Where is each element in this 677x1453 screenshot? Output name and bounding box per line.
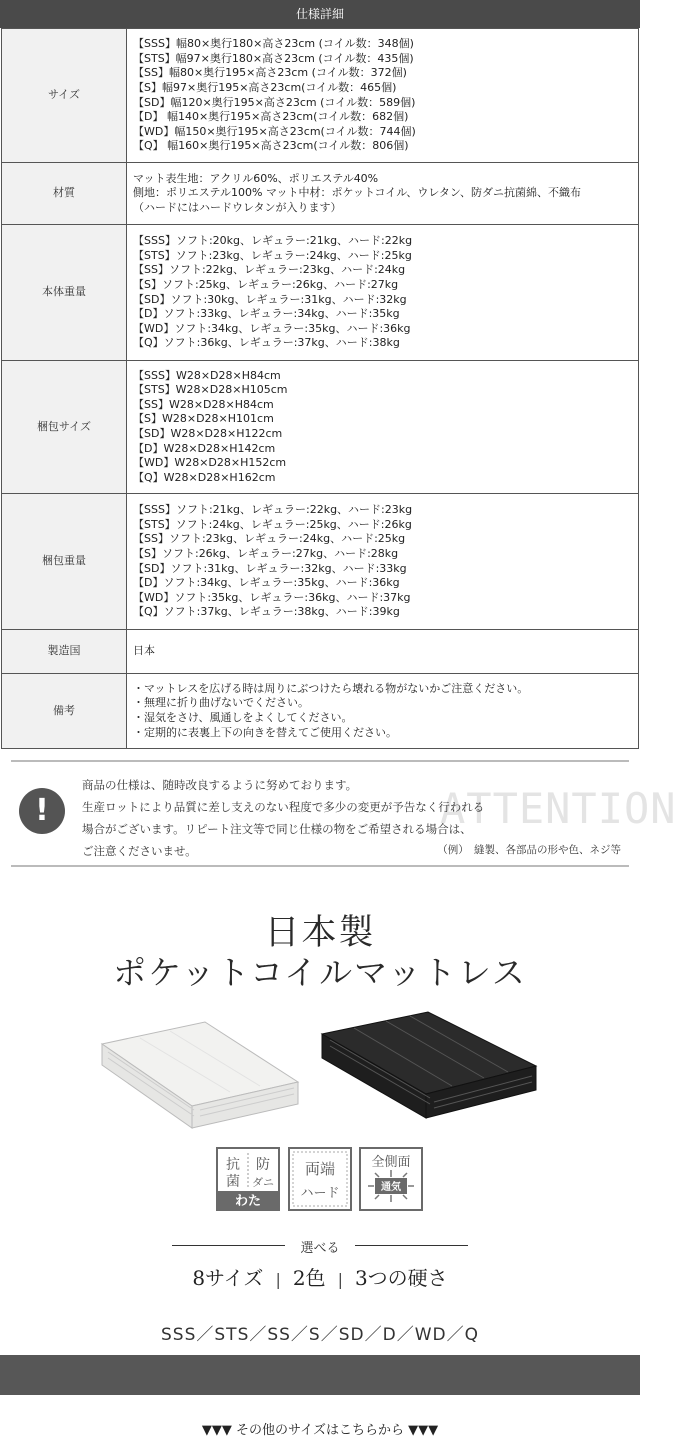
notice-line: 場合がございます。リピート注文等で同じ仕様の物をご希望される場合は、	[82, 822, 472, 836]
spec-value-line: 【WD】W28×D28×H152cm	[133, 456, 287, 470]
spec-value	[127, 361, 639, 494]
spec-value-line: 【S】ソフト:25kg、レギュラー:26kg、ハード:27kg	[133, 277, 399, 291]
spec-value-line: マット表生地：アクリル60%、ポリエステル40%	[133, 171, 379, 185]
spec-value-line: 【S】ソフト:26kg、レギュラー:27kg、ハード:28kg	[133, 546, 399, 560]
spec-value-line: 【D】 幅140×奥行195×高さ23cm(コイル数：682個)	[133, 110, 409, 124]
spec-value-line: 【SSS】幅80×奥行180×高さ23cm (コイル数：348個)	[133, 37, 414, 51]
spec-value-line: 【SS】幅80×奥行195×高さ23cm (コイル数：372個)	[133, 66, 407, 80]
spec-value-line: 【SS】ソフト:22kg、レギュラー:23kg、ハード:24kg	[133, 263, 406, 277]
spec-value-line: 【D】W28×D28×H142cm	[133, 441, 276, 455]
spec-value-line: 【WD】ソフト:34kg、レギュラー:35kg、ハード:36kg	[133, 321, 411, 335]
spec-value	[127, 630, 639, 674]
notice-text	[82, 774, 484, 862]
spec-value-line: 【SSS】W28×D28×H84cm	[133, 368, 281, 382]
notice-bottom-divider	[11, 865, 629, 867]
spec-value-line: 【STS】ソフト:24kg、レギュラー:25kg、ハード:26kg	[133, 517, 412, 531]
badge-char: ダニ	[252, 1176, 274, 1189]
spec-value-line: 【Q】ソフト:37kg、レギュラー:38kg、ハード:39kg	[133, 605, 400, 619]
feature-colors: 2色	[292, 1266, 326, 1290]
spec-row	[2, 674, 639, 749]
spec-label: 梱包重量	[2, 494, 127, 630]
black-mattress	[322, 1012, 536, 1118]
both-ends-hard-icon	[288, 1147, 352, 1211]
antibacterial-anti-mite-cotton-icon	[216, 1147, 280, 1211]
spec-value-line: 【Q】 幅160×奥行195×高さ23cm(コイル数：806個)	[133, 139, 409, 153]
spec-value-line: 日本	[133, 644, 155, 658]
spec-row	[2, 163, 639, 225]
spec-row	[2, 494, 639, 630]
spec-value-line: 【SSS】ソフト:21kg、レギュラー:22kg、ハード:23kg	[133, 503, 413, 517]
spec-value	[127, 494, 639, 630]
spec-value	[127, 29, 639, 163]
spec-value-line: （ハードにはハードウレタンが入ります）	[133, 200, 342, 214]
spec-row	[2, 225, 639, 361]
spec-value-line: 【D】ソフト:33kg、レギュラー:34kg、ハード:35kg	[133, 307, 400, 321]
features-line	[0, 1262, 640, 1291]
notice-line: 商品の仕様は、随時改良するように努めております。	[82, 778, 358, 792]
spec-value-line: 【SS】W28×D28×H84cm	[133, 397, 274, 411]
spec-label: サイズ	[2, 29, 127, 163]
badge-char: 通気	[381, 1182, 401, 1193]
spec-label: 梱包サイズ	[2, 361, 127, 494]
badge-char: 両端	[304, 1160, 336, 1178]
spec-table	[1, 28, 639, 749]
more-sizes-link[interactable]: ▼▼▼ その他のサイズはこちらから ▼▼▼	[201, 1423, 439, 1438]
spec-value-line: 【WD】ソフト:35kg、レギュラー:36kg、ハード:37kg	[133, 590, 411, 604]
spec-header: 仕様詳細	[0, 0, 640, 28]
gray-band	[0, 1355, 640, 1395]
mattress-image	[100, 1010, 540, 1130]
spec-value-line: 【STS】W28×D28×H105cm	[133, 383, 288, 397]
spec-value	[127, 163, 639, 225]
badge-char: 全側面	[371, 1155, 411, 1170]
feature-firmness: 3つの硬さ	[354, 1266, 448, 1290]
spec-value-line: ・無理に折り曲げないでください。	[133, 696, 309, 710]
spec-value-line: 【S】W28×D28×H101cm	[133, 412, 274, 426]
spec-value-line: 【SD】ソフト:31kg、レギュラー:32kg、ハード:33kg	[133, 561, 407, 575]
badge-char: 菌	[226, 1174, 240, 1190]
notice-line: ご注意くださいませ。	[82, 844, 197, 858]
spec-value-line: ・定期的に表裏上下の向きを替えてご使用ください。	[133, 725, 397, 739]
spec-row	[2, 361, 639, 494]
spec-value-line: 【STS】ソフト:23kg、レギュラー:24kg、ハード:25kg	[133, 248, 412, 262]
size-list: SSS／STS／SS／S／SD／D／WD／Q	[161, 1325, 479, 1345]
notice-line: 生産ロットにより品質に差し支えのない程度で多少の変更が予告なく行われる	[82, 800, 485, 814]
white-mattress	[102, 1022, 298, 1128]
spec-value	[127, 674, 639, 749]
spec-value	[127, 225, 639, 361]
notice-box	[0, 762, 677, 862]
spec-value-line: ・湿気をさけ、風通しをよくしてください。	[133, 711, 353, 724]
product-title-pocket-coil: ポケットコイルマットレス	[113, 953, 527, 992]
spec-label: 製造国	[2, 630, 127, 674]
spec-value-line: 【SD】ソフト:30kg、レギュラー:31kg、ハード:32kg	[133, 292, 407, 306]
badge-char: 防	[256, 1157, 270, 1173]
product-title-made-in-japan: 日本製	[264, 913, 376, 953]
spec-value-line: 側地：ポリエステル100% マット中材：ポケットコイル、ウレタン、防ダニ抗菌綿、不織布	[133, 186, 581, 200]
attention-watermark: ATTENTION	[440, 784, 677, 833]
spec-row	[2, 29, 639, 163]
badge-char: ハード	[300, 1186, 340, 1201]
spec-value-line: 【SD】W28×D28×H122cm	[133, 427, 283, 440]
badge-char: 抗	[226, 1157, 240, 1173]
spec-value-line: 【S】幅97×奥行195×高さ23cm(コイル数：465個)	[133, 80, 397, 94]
spec-label: 材質	[2, 163, 127, 225]
spec-value-line: 【WD】幅150×奥行195×高さ23cm(コイル数：744個)	[133, 124, 416, 138]
choose-label: 選べる	[300, 1241, 340, 1256]
exclamation-icon: !	[19, 788, 65, 834]
feature-sizes: 8サイズ	[192, 1266, 264, 1290]
spec-value-line: 【Q】ソフト:36kg、レギュラー:37kg、ハード:38kg	[133, 336, 400, 350]
spec-label: 備考	[2, 674, 127, 749]
spec-value-line: 【Q】W28×D28×H162cm	[133, 470, 276, 484]
spec-value-line: 【SSS】ソフト:20kg、レギュラー:21kg、ハード:22kg	[133, 234, 413, 248]
feature-divider: |	[337, 1270, 343, 1289]
notice-example: （例） 縫製、各部品の形や色、ネジ等	[437, 844, 621, 856]
spec-value-line: 【SD】幅120×奥行195×高さ23cm (コイル数：589個)	[133, 95, 416, 109]
spec-value-line: 【STS】幅97×奥行180×高さ23cm (コイル数：435個)	[133, 51, 414, 65]
badge-char: わた	[234, 1194, 262, 1209]
feature-divider: |	[275, 1270, 281, 1289]
spec-label: 本体重量	[2, 225, 127, 361]
spec-value-line: 【D】ソフト:34kg、レギュラー:35kg、ハード:36kg	[133, 576, 400, 590]
spec-row	[2, 630, 639, 674]
spec-value-line: ・マットレスを広げる時は周りにぶつけたら壊れる物がないかご注意ください。	[133, 681, 529, 695]
all-side-ventilation-icon	[359, 1147, 423, 1211]
spec-value-line: 【SS】ソフト:23kg、レギュラー:24kg、ハード:25kg	[133, 532, 406, 546]
